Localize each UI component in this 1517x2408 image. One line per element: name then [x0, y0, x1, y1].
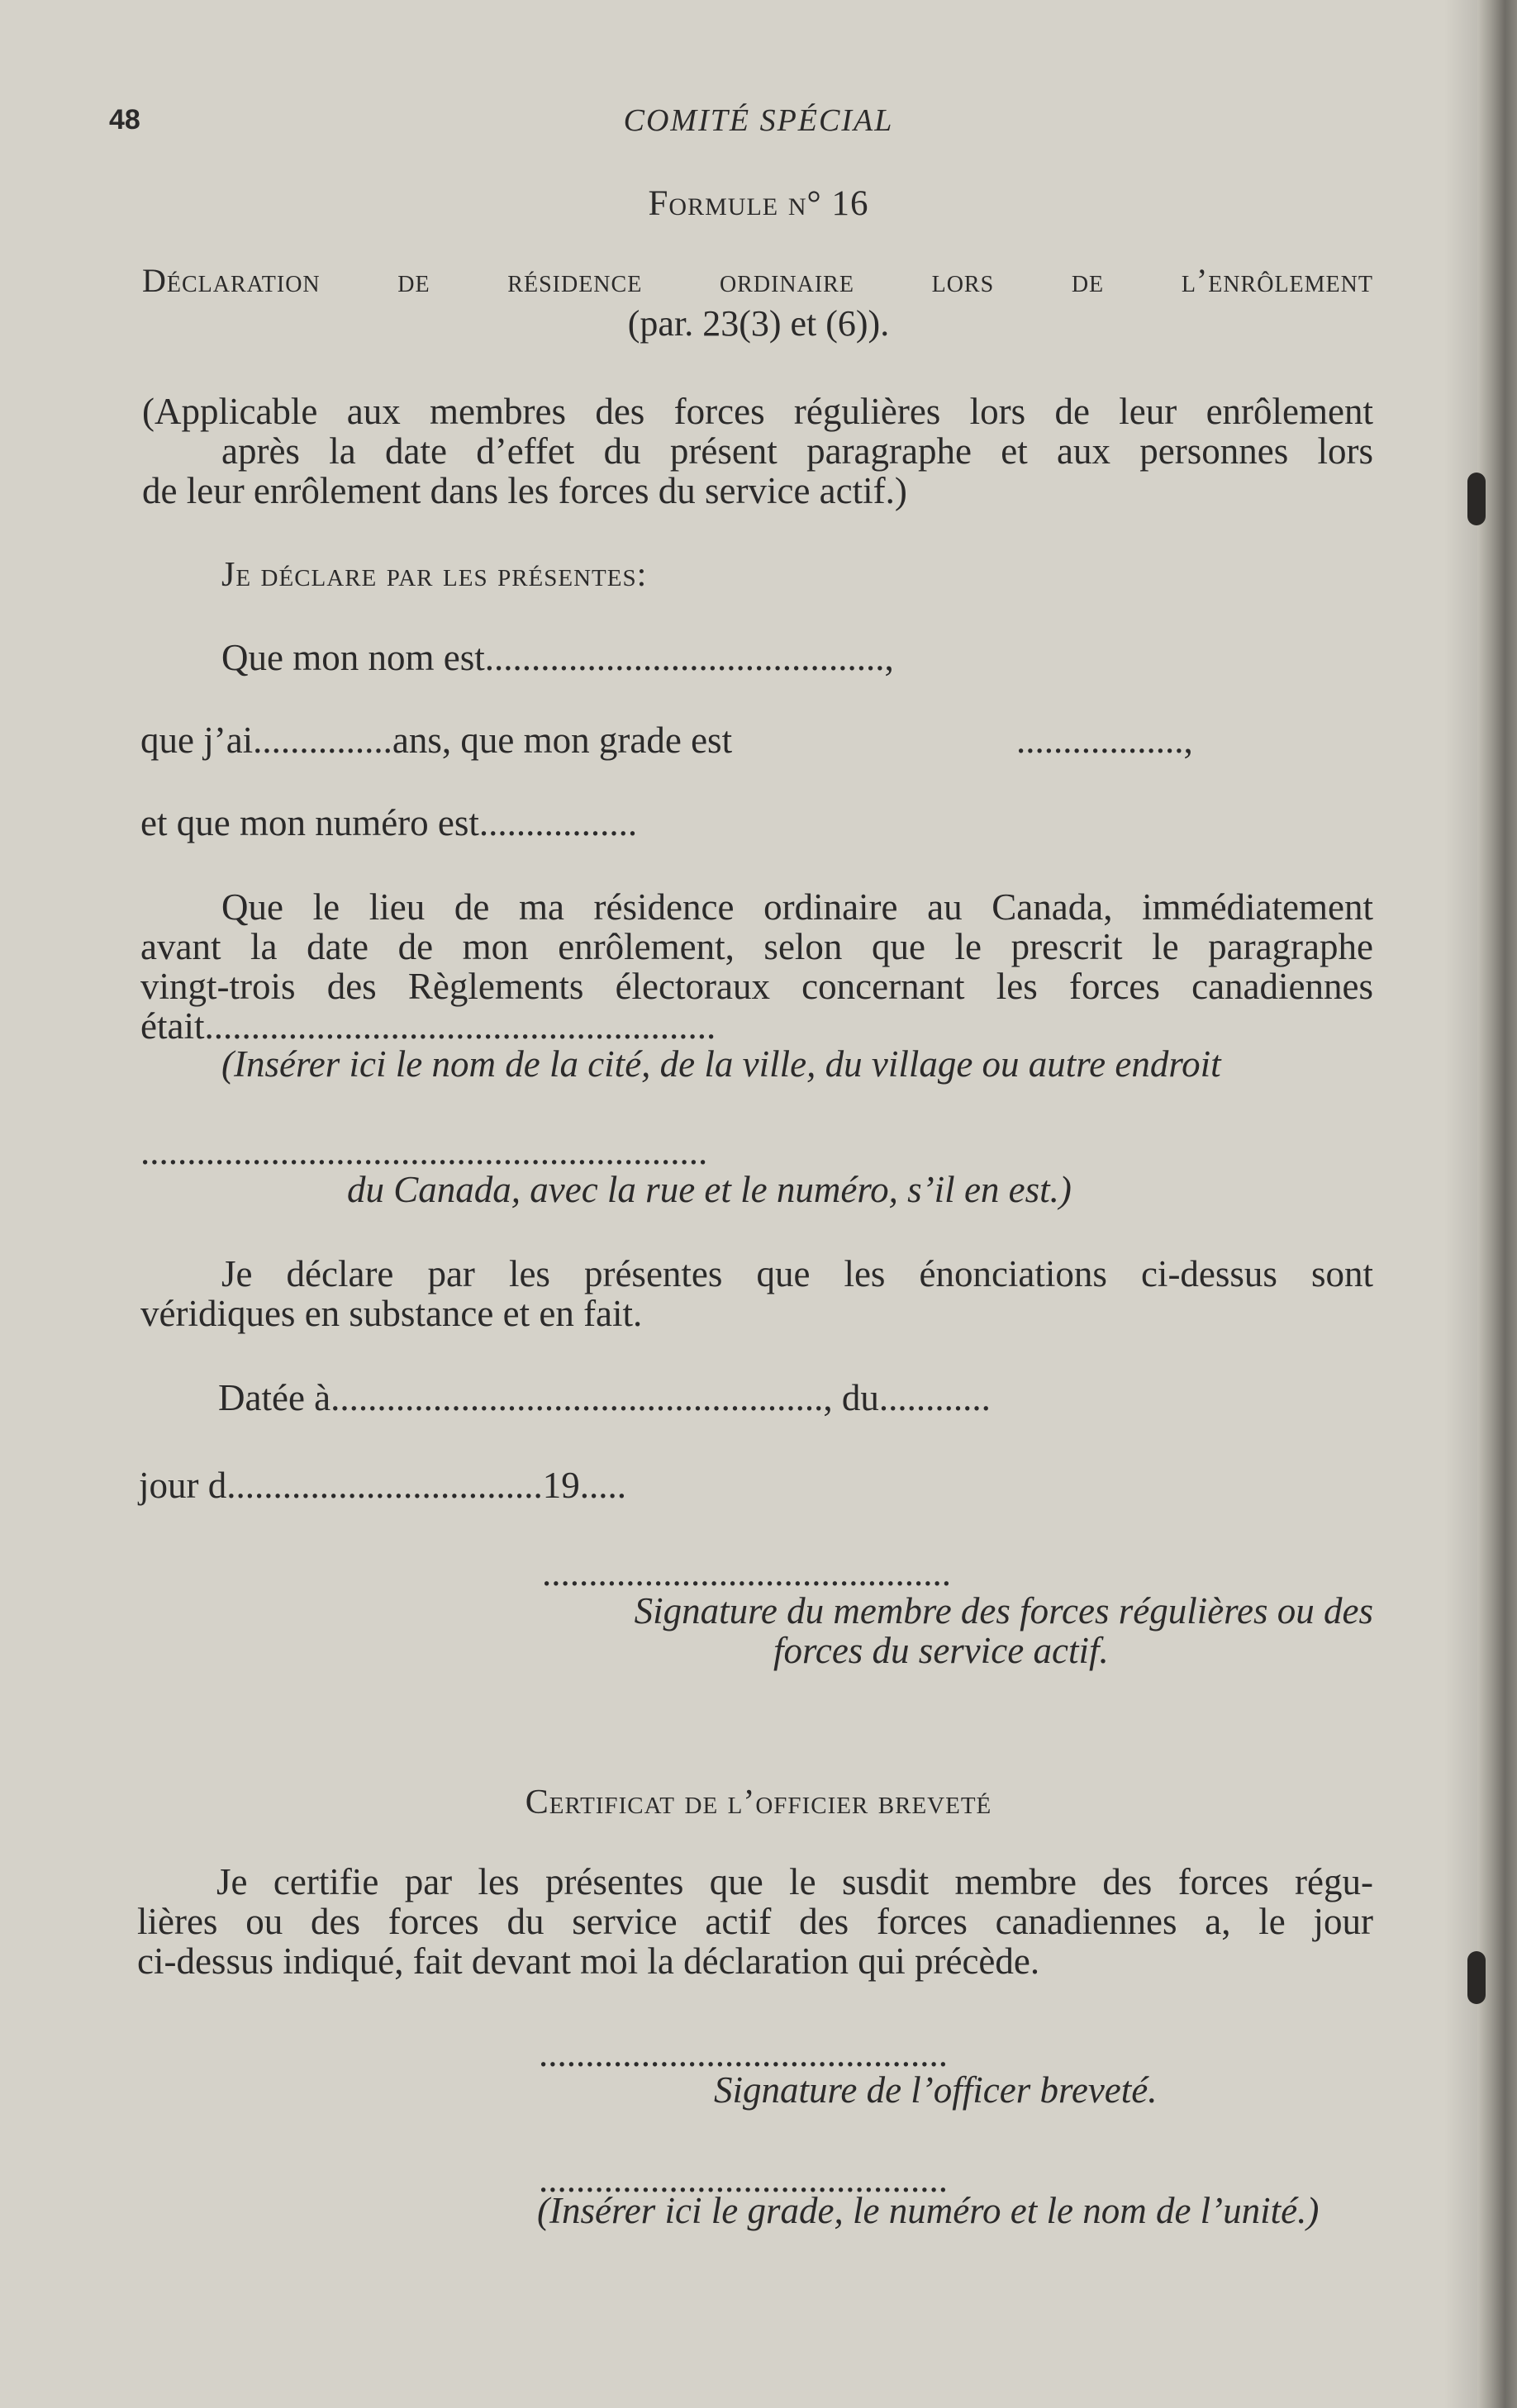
officer-signature-caption: Signature de l’officer breveté.	[714, 2069, 1158, 2111]
member-signature-line: ............................................	[542, 1553, 951, 1593]
member-signature-caption-1: Signature du membre des forces régulières ou des	[634, 1590, 1373, 1631]
binding-hole-bottom	[1467, 1951, 1486, 2004]
form-number: Formule n° 16	[648, 184, 869, 223]
residence-instruction-1: (Insérer ici le nom de la cité, de la ville, du village ou autre endroit	[221, 1043, 1221, 1085]
residence-field: était.......................................................	[140, 1006, 716, 1046]
residence-line-3: vingt-trois des Règlements électoraux concernant les forces canadiennes	[140, 966, 1373, 1007]
grade-field-dots: ..................,	[1016, 720, 1193, 761]
form-subtitle: (par. 23(3) et (6)).	[627, 303, 890, 344]
dated-at-field: Datée à....................................................., du............	[218, 1378, 991, 1418]
certificate-line-1: Je certifie par les présentes que le susdit membre des forces régu-	[216, 1861, 1373, 1902]
running-title: COMITÉ SPÉCIAL	[623, 103, 894, 138]
unit-caption: (Insérer ici le grade, le numéro et le nom de l’unité.)	[537, 2190, 1320, 2231]
certificate-line-3: ci-dessus indiqué, fait devant moi la déclaration qui précède.	[137, 1940, 1040, 1982]
declaration-heading: Je déclare par les présentes:	[221, 556, 648, 594]
page-edge	[1477, 0, 1517, 2408]
applicable-line-1: (Applicable aux membres des forces régulières lors de leur enrôlement	[142, 391, 1373, 432]
form-title: Déclaration de résidence ordinaire lors de l’enrôlement	[142, 262, 1373, 299]
day-field: jour d..................................19.....	[139, 1465, 626, 1506]
binding-hole-top	[1467, 473, 1486, 525]
applicable-line-2: après la date d’effet du présent paragraphe et aux personnes lors	[221, 430, 1373, 472]
residence-line-2: avant la date de mon enrôlement, selon que le prescrit le paragraphe	[140, 926, 1373, 967]
residence-field-continued: .............................................................	[140, 1132, 708, 1171]
age-grade-field: que j’ai...............ans, que mon grade est	[140, 720, 733, 761]
page-number: 48	[109, 104, 140, 135]
affirmation-line-1: Je déclare par les présentes que les énonciations ci-dessus sont	[221, 1253, 1373, 1294]
unit-line: ............................................	[539, 2159, 948, 2199]
affirmation-line-2: véridiques en substance et en fait.	[140, 1293, 643, 1334]
certificate-line-2: lières ou des forces du service actif des forces canadiennes a, le jour	[137, 1901, 1373, 1942]
applicable-line-3: de leur enrôlement dans les forces du service actif.)	[142, 470, 907, 511]
officer-signature-line: ............................................	[539, 2034, 948, 2073]
member-signature-caption-2: forces du service actif.	[773, 1630, 1109, 1671]
number-field: et que mon numéro est.................	[140, 802, 638, 843]
binding-shadow	[1444, 0, 1477, 2408]
residence-instruction-2: du Canada, avec la rue et le numéro, s’il en est.)	[347, 1169, 1072, 1210]
name-field: Que mon nom est...........................................,	[221, 637, 894, 678]
certificate-heading: Certificat de l’officier breveté	[525, 1783, 992, 1821]
residence-line-1: Que le lieu de ma résidence ordinaire au Canada, immédiatement	[221, 886, 1373, 928]
